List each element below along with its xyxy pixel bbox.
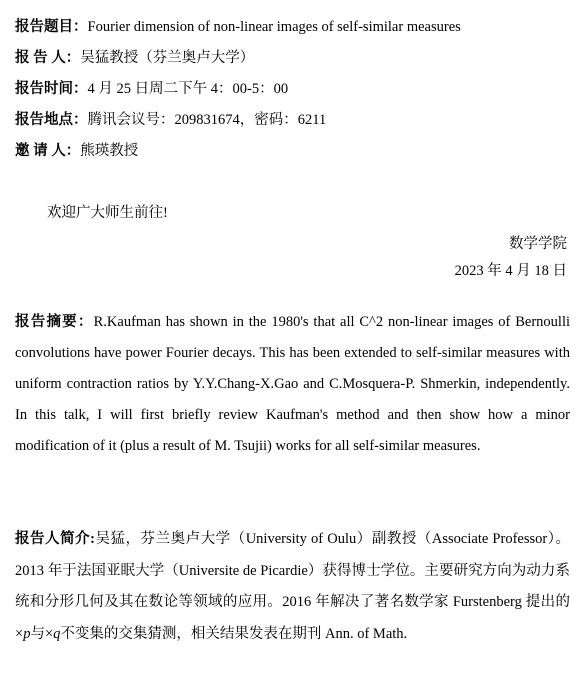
report-title-row bbox=[15, 17, 461, 37]
abstract-label: 报告摘要： bbox=[15, 314, 94, 330]
report-title-value: Fourier dimension of non-linear images of self-similar measures bbox=[87, 19, 461, 35]
bio-label: 报告人简介: bbox=[15, 531, 95, 547]
speaker-row bbox=[15, 48, 254, 68]
time-value: 4 月 25 日周二下午 4：00-5：00 bbox=[87, 81, 289, 97]
host-label: 邀 请 人： bbox=[15, 143, 81, 159]
report-title-label: 报告题目： bbox=[15, 19, 88, 35]
time-label: 报告时间： bbox=[15, 81, 88, 97]
signature-department: 数学学院 bbox=[509, 236, 567, 252]
venue-label: 报告地点： bbox=[15, 112, 88, 128]
venue-value: 腾讯会议号：209831674，密码：6211 bbox=[87, 112, 327, 128]
speaker-value: 吴猛教授（芬兰奥卢大学） bbox=[80, 50, 255, 66]
host-row bbox=[15, 141, 138, 161]
math-times-q-prefix: × bbox=[44, 625, 54, 642]
venue-row bbox=[15, 110, 326, 130]
bio-text-before: 吴猛，芬兰奥卢大学（University of Oulu）副教授（Associate Professor）。2013 年于法国亚眠大学（Universite de Picardie）获得博士学位。主要研究方向为动力系统和分形几何及其在数论等领域的应用。2016 年解决了著名数学家 Furstenberg 提出的 bbox=[15, 531, 570, 610]
math-q-symbol: q bbox=[53, 625, 61, 642]
math-times-p-prefix: × bbox=[15, 625, 24, 642]
welcome-text: 欢迎广大师生前往! bbox=[47, 205, 168, 221]
host-value: 熊瑛教授 bbox=[80, 143, 139, 159]
bio-text-after: 不变集的交集猜测，相关结果发表在期刊 Ann. of Math. bbox=[60, 625, 408, 642]
math-mid-text: 与 bbox=[30, 625, 45, 642]
abstract-paragraph bbox=[15, 307, 570, 462]
speaker-label: 报 告 人： bbox=[15, 50, 81, 66]
bio-paragraph bbox=[15, 524, 570, 650]
signature-date: 2023 年 4 月 18 日 bbox=[454, 263, 567, 279]
abstract-text: R.Kaufman has shown in the 1980's that all C^2 non-linear images of Bernoulli convolutions have power Fourier decays. This has been extended to self-similar measures with uniform contraction ratios by Y.Y.Chang-X.Gao and C.Mosquera-P. Shmerkin, independently. In this talk, I will first briefly review Kaufman's method and then show how a minor modification of it (plus a result of M. Tsujii) works for all self-similar measures. bbox=[15, 314, 570, 454]
math-p-symbol: p bbox=[23, 625, 31, 642]
time-row bbox=[15, 79, 288, 99]
